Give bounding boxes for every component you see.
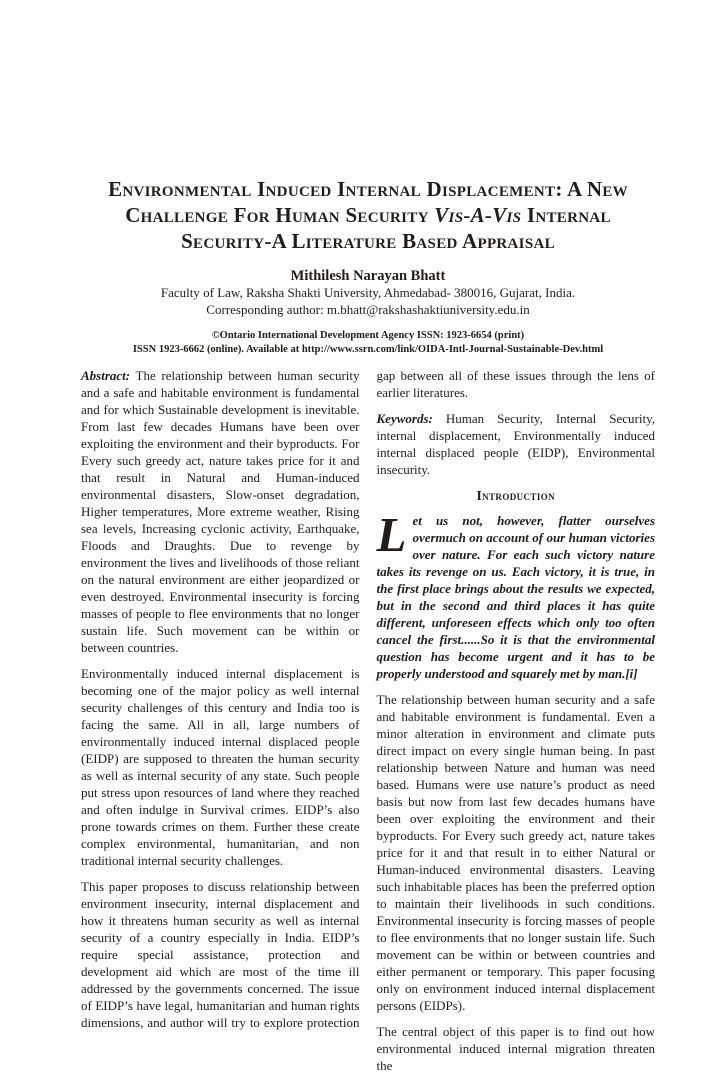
introduction-heading: Introduction — [476, 488, 556, 503]
title-italic-visavis: Vis-A-Vis — [434, 203, 522, 227]
keywords-text: Human Security, Internal Security, internal displacement, Environmentally induced internal displaced people (EIDP), Environmental insecurity. — [376, 411, 655, 477]
body-paragraph: This paper proposes to discuss relationship between environment insecurity, internal displacement and how it threatens human security as well as internal security of a country especially in India. EIDP’s require special assistance, protection and development aid which are most of the time ill addressed by the governments concerned. The issue of EIDP’s have legal, humanitarian and human rights dimensions, and author will try to explore protection — [81, 879, 360, 1030]
body-paragraph: The central object of this paper is to find out how environmental induced internal migration threaten the — [376, 1024, 655, 1073]
paper-title — [81, 176, 655, 254]
quote-text: et us not, however, flatter ourselves overmuch on account of our human victories over nature. For each such victory nature takes its revenge on us. Each victory, it is true, in the first place brings about the results we expected, but in the second and third places it has quite different, unforeseen effects which only too often cancel the first......So it is that the environmental question has become urgent and it has to be properly understood and squarely met by man.[i] — [376, 513, 655, 681]
keywords-label: Keywords: — [376, 411, 433, 426]
issn-line-print: ©Ontario International Development Agency ISSN: 1923-6654 (print) — [211, 330, 525, 341]
page-content — [81, 0, 655, 1083]
body-paragraph: gap between all of these issues through the lens of earlier literatures. — [376, 368, 655, 400]
corresponding-author-line: Corresponding author: m.bhatt@rakshashaktiuniversity.edu.in — [206, 301, 530, 317]
title-text-post: Internal Security-A Literature Based Appraisal — [181, 203, 611, 253]
two-column-body — [81, 367, 655, 1083]
body-paragraph: Environmentally induced internal displacement is becoming one of the major policy as well internal security challenges of this century and India too is facing the same. All in all, large numbers of environmentally induced internal displaced people (EIDP) are supposed to threaten the human security as well as internal security of any state. Such people put stress upon resources of land where they reached and often indulge in Survival crimes. EIDP’s also prone towards crimes on them. Further these create complex environmental, humanitarian, and non traditional internal security challenges. — [81, 666, 360, 868]
title-text-pre: Environmental Induced Internal Displacement: A New Challenge For Human Security — [108, 177, 628, 227]
dropcap-letter: L — [376, 507, 407, 562]
abstract-paragraph — [81, 367, 360, 656]
epigraph-quote — [376, 507, 656, 682]
left-column — [81, 367, 360, 1083]
issn-block — [81, 329, 655, 357]
abstract-label: Abstract: — [81, 368, 131, 383]
issn-line-online: ISSN 1923-6662 (online). Available at http://www.ssrn.com/link/OIDA-Intl-Journal-Sustainable-Dev.html — [132, 344, 604, 355]
body-paragraph: The relationship between human security and a safe and habitable environment is fundamental. Even a minor alteration in environment and climate puts direct impact on every single human being. In past relationship between Nature and human was need based. Humans were use nature’s product as need basis but now from last few decades humans have been over exploiting the environment and their byproducts. For Every such greedy act, nature takes price for it and that result in to either Natural or Human-induced environmental disasters. Leaving such inhabitable places has been the preferred option to maintain their livelihoods in such conditions. Environmental insecurity is forcing masses of people to flee environments that no longer sustain life. Such movement can be within or between countries and either permanent or temporary. This paper focusing only on environment induced internal displacement persons (EIDPs). — [376, 692, 655, 1013]
abstract-text: The relationship between human security and a safe and habitable environment is fundamental and for which Sustainable development is inevitable. From last few decades Humans have been over exploiting the environment and their byproducts. For Every such greedy act, nature takes price for it and that result in Natural and Human-induced environmental disasters, Slow-onset degradation, Higher temperatures, More extreme weather, Rising sea levels, Increasing cyclonic activity, Earthquake, Floods and Draughts. Due to revenge by environment the lives and livelihoods of those reliant on the natural environment are either jeopardized or even destroyed. Environmental insecurity is forcing masses of people to flee environments that no longer sustain life. Such movement can be within or between countries. — [81, 368, 360, 655]
author-name: Mithilesh Narayan Bhatt — [290, 268, 446, 284]
keywords-paragraph — [377, 410, 656, 478]
author-affiliation: Faculty of Law, Raksha Shakti University, Ahmedabad- 380016, Gujarat, India. — [160, 285, 576, 300]
right-column — [377, 367, 656, 1083]
